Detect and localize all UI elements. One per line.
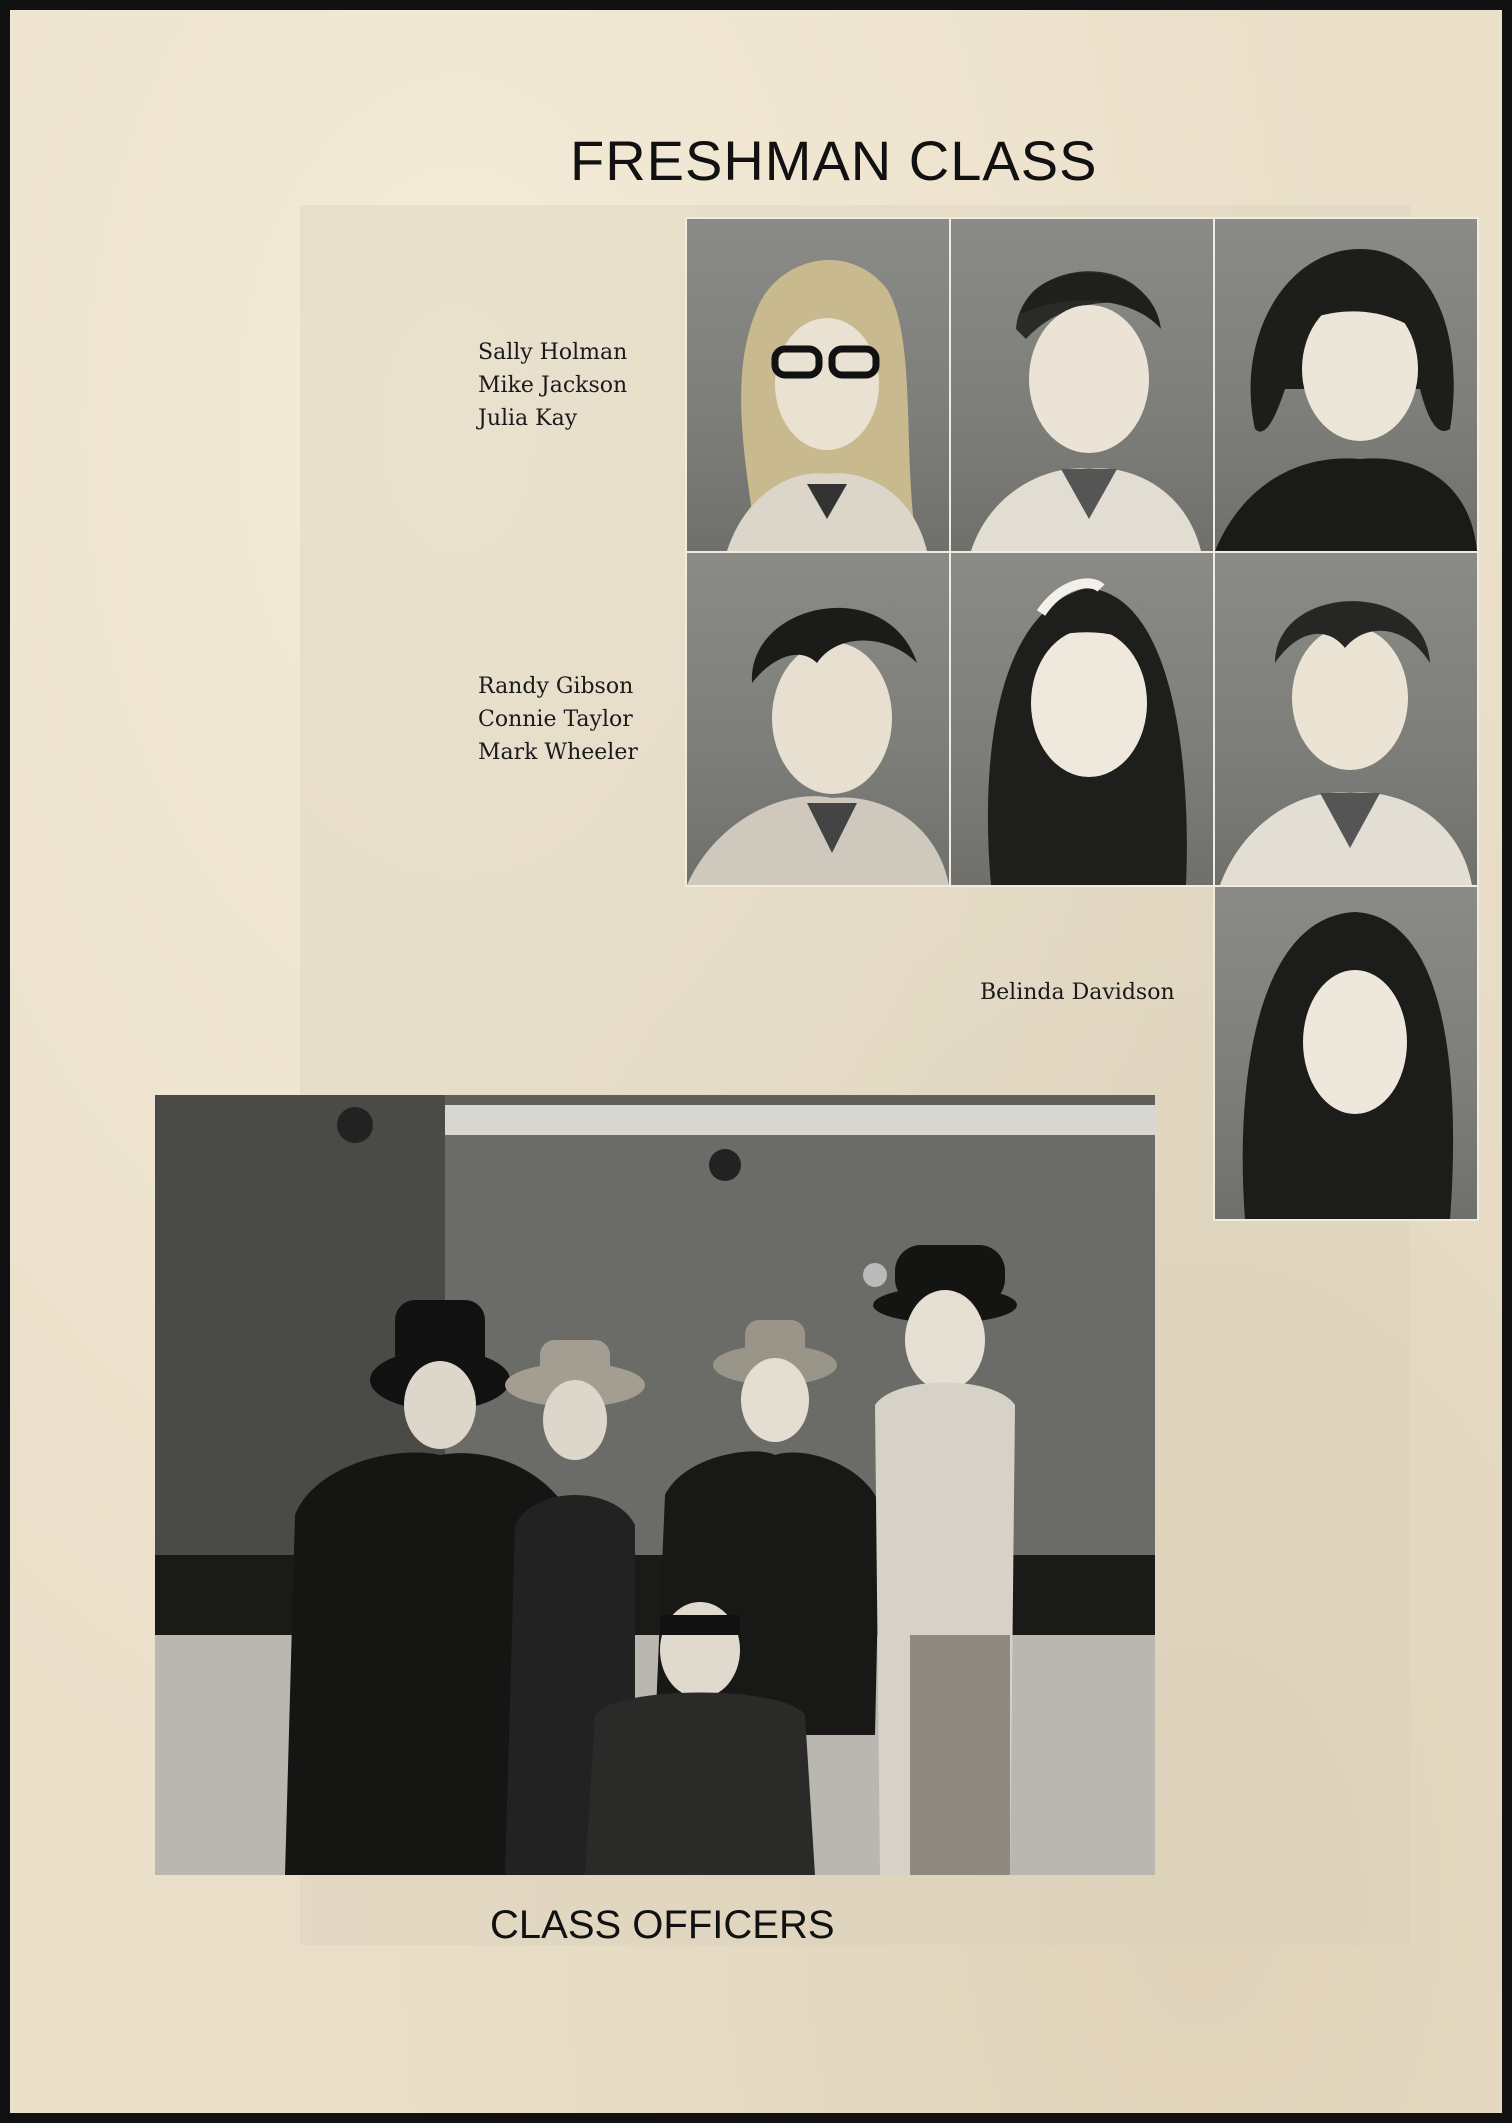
- portrait-girl-straight-hair: [1215, 887, 1477, 1219]
- student-name: Mark Wheeler: [478, 740, 638, 765]
- portrait-photo: [949, 551, 1215, 887]
- portrait-girl-glasses: [687, 219, 949, 551]
- portrait-photo: [1213, 217, 1479, 553]
- portrait-girl-dark-hair: [1215, 219, 1477, 551]
- portrait-photo: [685, 551, 951, 887]
- student-name: Randy Gibson: [478, 674, 634, 699]
- photo-caption: CLASS OFFICERS: [490, 1903, 835, 1947]
- name-list-row-1: [478, 336, 627, 435]
- student-name: Connie Taylor: [478, 707, 633, 732]
- portrait-photo: [949, 217, 1215, 553]
- class-officers-photo: [155, 1095, 1155, 1875]
- yearbook-page: [10, 10, 1502, 2113]
- student-name: Julia Kay: [478, 406, 578, 431]
- name-list-row-2: [478, 670, 638, 769]
- portrait-photo: [685, 217, 951, 553]
- student-name: Mike Jackson: [478, 373, 628, 398]
- page-title: FRESHMAN CLASS: [570, 129, 1098, 192]
- student-name: Belinda Davidson: [980, 980, 1175, 1005]
- portrait-photo: [1213, 885, 1479, 1221]
- portrait-photo: [1213, 551, 1479, 887]
- student-name: Sally Holman: [478, 340, 628, 365]
- group-photo-art: [155, 1095, 1155, 1875]
- name-list-row-3: [980, 976, 1175, 1009]
- portrait-girl-long-hair: [951, 553, 1213, 885]
- portrait-boy: [951, 219, 1213, 551]
- portrait-boy-bangs: [687, 553, 949, 885]
- portrait-boy-young: [1215, 553, 1477, 885]
